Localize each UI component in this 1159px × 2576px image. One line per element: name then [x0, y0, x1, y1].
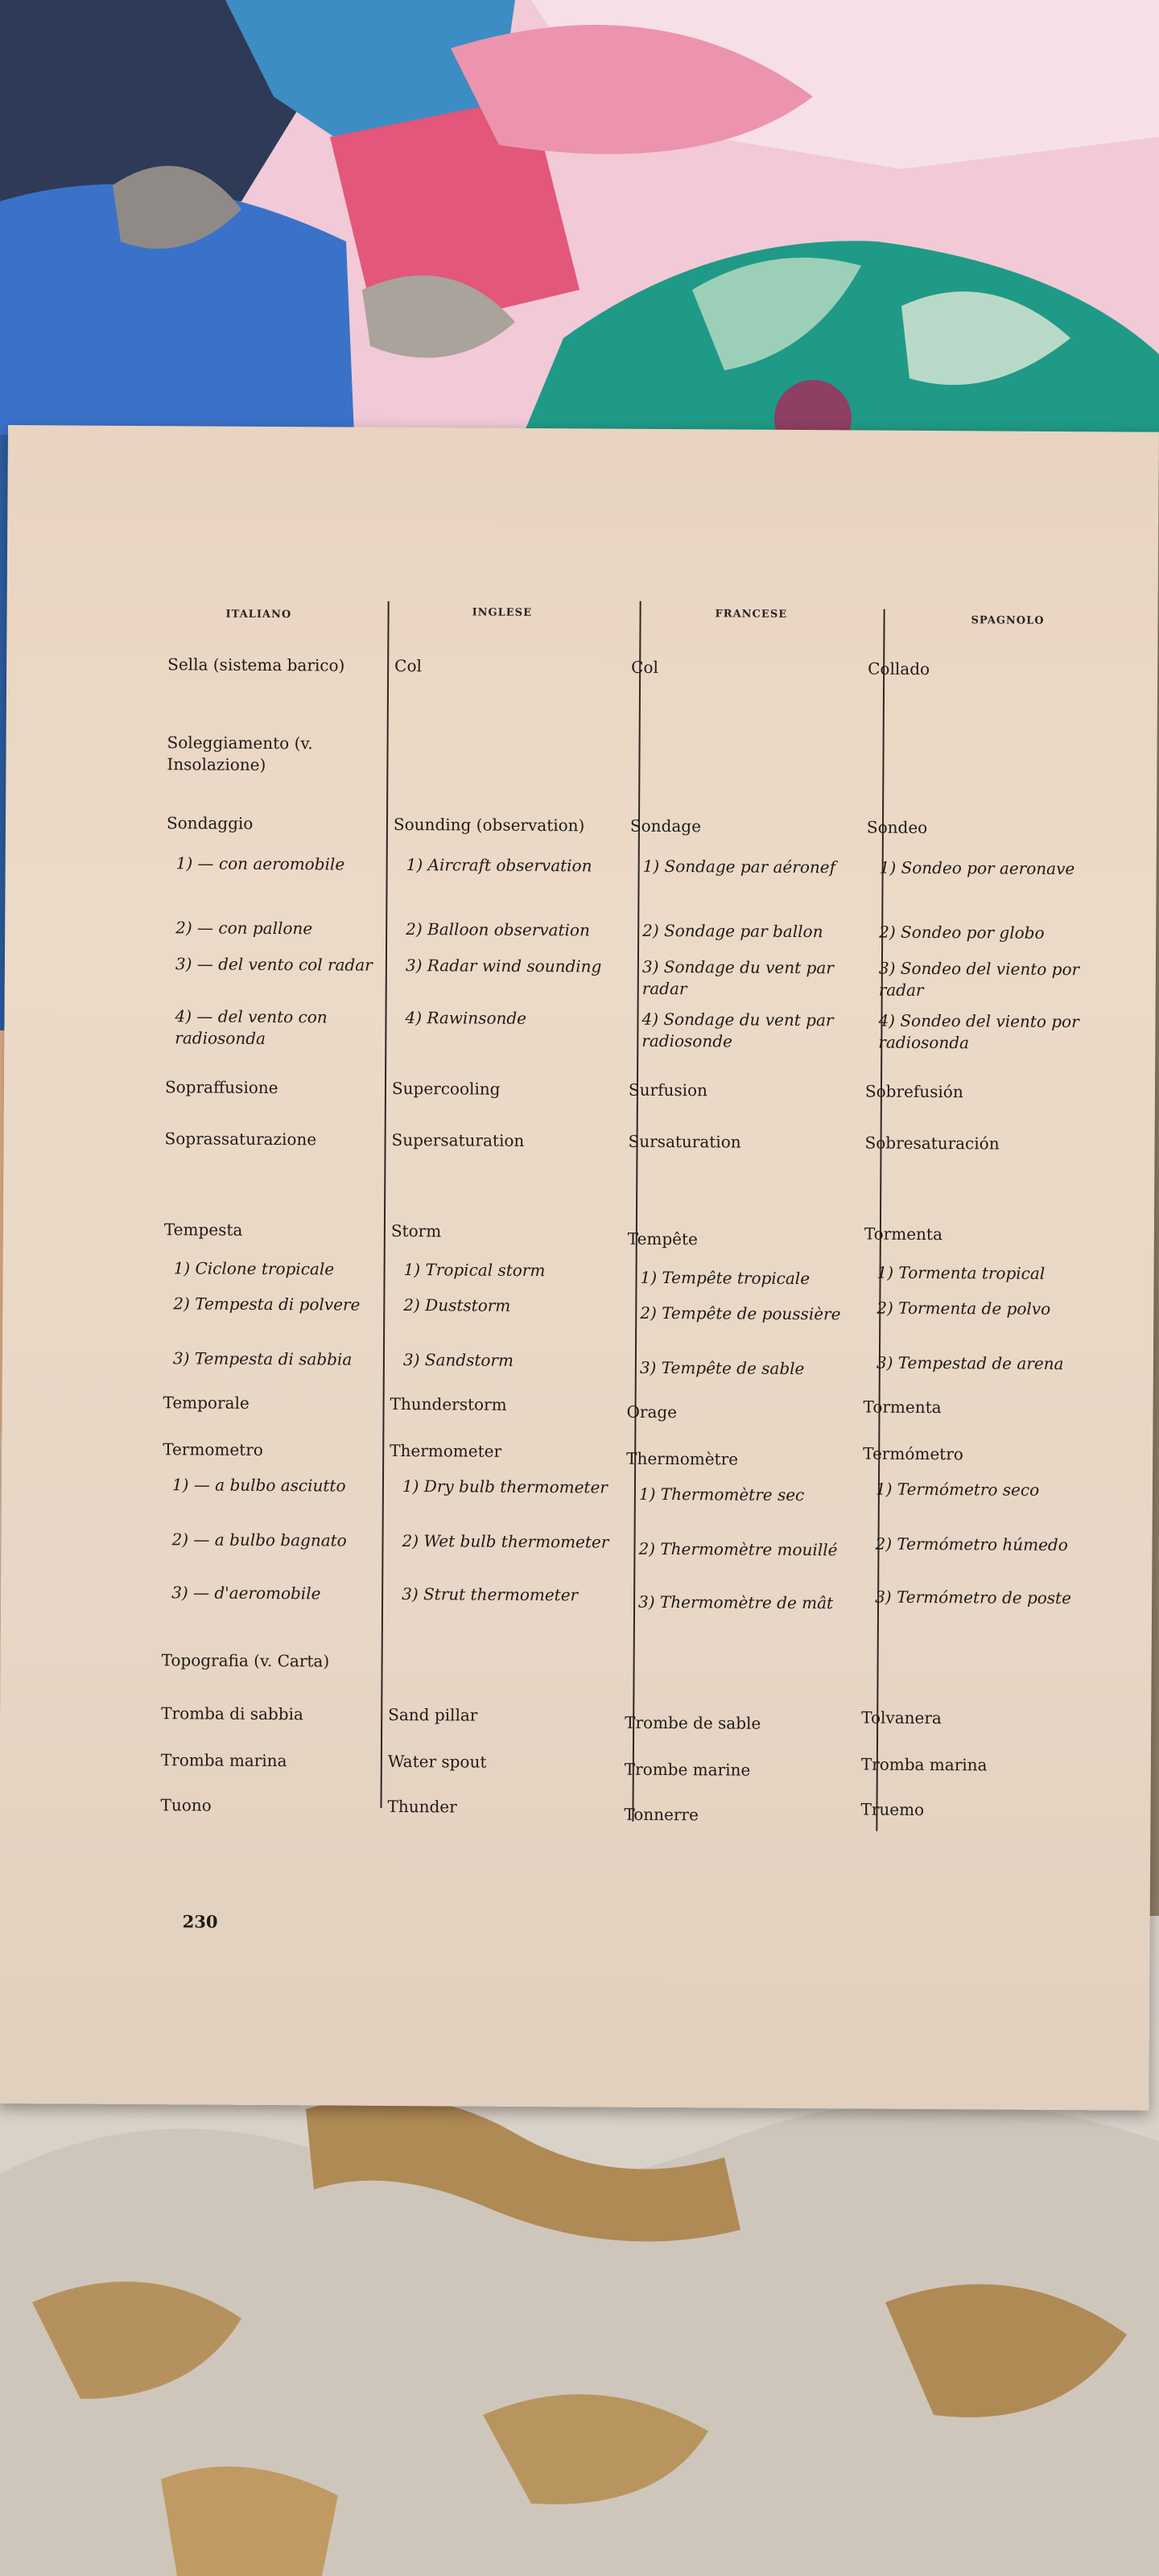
- entry-sella-italiano: Sella (sistema barico): [167, 654, 345, 675]
- entry-termometro-3-francese: 3) Thermomètre de mât: [638, 1591, 834, 1613]
- entry-termometro-1-francese: 1) Thermomètre sec: [638, 1484, 805, 1505]
- entry-sondaggio-4-spagnolo: 4) Sondeo del viento por radiosonda: [878, 1010, 1079, 1053]
- entry-termometro-1-inglese: 1) Dry bulb thermometer: [402, 1476, 608, 1497]
- entry-tromba-sabbia-italiano: Tromba di sabbia: [161, 1703, 303, 1724]
- entry-termometro-inglese: Thermometer: [390, 1440, 502, 1461]
- entry-temporale-inglese: Thunderstorm: [390, 1393, 507, 1414]
- entry-tromba-sabbia-spagnolo: Tolvanera: [861, 1707, 942, 1728]
- entry-sondaggio-inglese: Sounding (observation): [393, 814, 585, 836]
- entry-tromba-marina-spagnolo: Tromba marina: [860, 1754, 988, 1775]
- entry-tempesta-2-italiano: 2) Tempesta di polvere: [173, 1294, 361, 1315]
- entry-termometro-1-italiano: 1) — a bulbo asciutto: [171, 1475, 346, 1496]
- entry-topografia-italiano: Topografia (v. Carta): [161, 1650, 330, 1671]
- entry-tempesta-spagnolo: Tormenta: [864, 1224, 942, 1245]
- entry-sondaggio-1-spagnolo: 1) Sondeo por aeronave: [879, 857, 1075, 879]
- entry-temporale-italiano: Temporale: [163, 1393, 250, 1413]
- entry-sella-inglese: Col: [394, 655, 423, 676]
- entry-tromba-marina-francese: Trombe marine: [624, 1759, 751, 1780]
- entry-tempesta-2-spagnolo: 2) Tormenta de polvo: [876, 1298, 1051, 1319]
- entry-tromba-sabbia-francese: Trombe de sable: [625, 1712, 761, 1733]
- entry-sondaggio-2-francese: 2) Sondage par ballon: [642, 920, 823, 942]
- page-number: 230: [182, 1911, 218, 1932]
- entry-tempesta-1-italiano: 1) Ciclone tropicale: [173, 1258, 335, 1279]
- column-header-italiano: ITALIANO: [225, 608, 292, 621]
- entry-termometro-spagnolo: Termómetro: [863, 1443, 963, 1464]
- entry-termometro-2-francese: 2) Thermomètre mouillé: [638, 1538, 838, 1560]
- entry-termometro-2-inglese: 2) Wet bulb thermometer: [402, 1531, 609, 1552]
- entry-tuono-inglese: Thunder: [387, 1796, 457, 1817]
- entry-tempesta-1-francese: 1) Tempête tropicale: [640, 1267, 810, 1289]
- entry-temporale-spagnolo: Tormenta: [863, 1397, 942, 1418]
- entry-sondaggio-2-spagnolo: 2) Sondeo por globo: [879, 922, 1045, 943]
- entry-tempesta-3-italiano: 3) Tempesta di sabbia: [172, 1348, 353, 1369]
- entry-tromba-marina-italiano: Tromba marina: [160, 1750, 287, 1771]
- entry-sondaggio-1-italiano: 1) — con aeromobile: [175, 853, 345, 874]
- entry-sopraffusione-spagnolo: Sobrefusión: [864, 1081, 963, 1102]
- entry-sopraffusione-italiano: Sopraffusione: [164, 1077, 278, 1098]
- entry-tempesta-2-francese: 2) Tempête de poussière: [640, 1302, 841, 1324]
- entry-termometro-italiano: Termometro: [163, 1439, 263, 1459]
- entry-sondaggio-1-inglese: 1) Aircraft observation: [406, 855, 592, 876]
- entry-tempesta-3-spagnolo: 3) Tempestad de arena: [876, 1352, 1064, 1374]
- column-divider: [876, 609, 885, 1831]
- entry-sondaggio-4-inglese: 4) Rawinsonde: [405, 1008, 527, 1028]
- entry-termometro-3-italiano: 3) — d'aeromobile: [171, 1583, 321, 1604]
- entry-temporale-francese: Orage: [626, 1402, 678, 1422]
- entry-sondaggio-3-spagnolo: 3) Sondeo del viento por radar: [878, 958, 1080, 1000]
- entry-tempesta-francese: Tempête: [627, 1228, 699, 1249]
- entry-termometro-2-spagnolo: 2) Termómetro húmedo: [875, 1534, 1068, 1555]
- column-header-francese: FRANCESE: [715, 608, 788, 621]
- entry-tromba-marina-inglese: Water spout: [387, 1751, 487, 1772]
- entry-termometro-2-italiano: 2) — a bulbo bagnato: [171, 1530, 347, 1550]
- column-divider: [381, 601, 390, 1808]
- dictionary-page: [0, 425, 1159, 2111]
- entry-termometro-3-inglese: 3) Strut thermometer: [402, 1584, 579, 1605]
- entry-sondaggio-italiano: Sondaggio: [166, 813, 254, 833]
- entry-sondaggio-4-italiano: 4) — del vento con radiosonda: [175, 1006, 328, 1048]
- entry-soprassaturazione-inglese: Supersaturation: [391, 1129, 525, 1150]
- column-header-spagnolo: SPAGNOLO: [971, 614, 1045, 627]
- column-header-inglese: INGLESE: [472, 606, 533, 619]
- entry-tuono-italiano: Tuono: [160, 1795, 212, 1815]
- column-divider: [632, 601, 641, 1822]
- entry-tempesta-2-inglese: 2) Duststorm: [403, 1295, 511, 1315]
- entry-sondaggio-3-italiano: 3) — del vento col radar: [175, 954, 373, 975]
- entry-tempesta-3-francese: 3) Tempête de sable: [639, 1357, 805, 1379]
- entry-sondaggio-3-francese: 3) Sondage du vent par radar: [641, 956, 834, 999]
- entry-termometro-francese: Thermomètre: [626, 1448, 739, 1469]
- entry-tuono-francese: Tonnerre: [624, 1804, 699, 1825]
- entry-soprassaturazione-italiano: Soprassaturazione: [164, 1129, 317, 1150]
- entry-tempesta-inglese: Storm: [390, 1220, 442, 1241]
- entry-tuono-spagnolo: Truemo: [860, 1799, 925, 1819]
- entry-sella-francese: Col: [631, 657, 659, 677]
- entry-soprassaturazione-francese: Sursaturation: [628, 1131, 741, 1152]
- entry-sopraffusione-inglese: Supercooling: [391, 1078, 501, 1099]
- entry-tempesta-3-inglese: 3) Sandstorm: [402, 1350, 514, 1370]
- entry-sella-spagnolo: Collado: [868, 658, 930, 679]
- entry-sondaggio-3-inglese: 3) Radar wind sounding: [405, 956, 602, 976]
- entry-sondaggio-4-francese: 4) Sondage du vent par radiosonde: [641, 1009, 834, 1051]
- entry-tempesta-italiano: Tempesta: [163, 1220, 243, 1240]
- entry-sondaggio-2-italiano: 2) — con pallone: [175, 918, 313, 939]
- entry-tempesta-1-spagnolo: 1) Tormenta tropical: [876, 1262, 1046, 1283]
- entry-sondaggio-1-francese: 1) Sondage par aéronef: [642, 856, 836, 877]
- entry-sondaggio-spagnolo: Sondeo: [866, 817, 928, 837]
- entry-soleggiamento-italiano: Soleggiamento (v. Insolazione): [167, 733, 313, 774]
- entry-tromba-sabbia-inglese: Sand pillar: [388, 1704, 478, 1725]
- entry-termometro-3-spagnolo: 3) Termómetro de poste: [875, 1587, 1072, 1608]
- entry-soprassaturazione-spagnolo: Sobresaturación: [864, 1133, 1000, 1154]
- entry-termometro-1-spagnolo: 1) Termómetro seco: [875, 1479, 1040, 1500]
- entry-sondaggio-francese: Sondage: [629, 815, 702, 836]
- entry-tempesta-1-inglese: 1) Tropical storm: [403, 1260, 546, 1281]
- entry-sondaggio-2-inglese: 2) Balloon observation: [406, 919, 590, 940]
- entry-sopraffusione-francese: Surfusion: [628, 1080, 708, 1100]
